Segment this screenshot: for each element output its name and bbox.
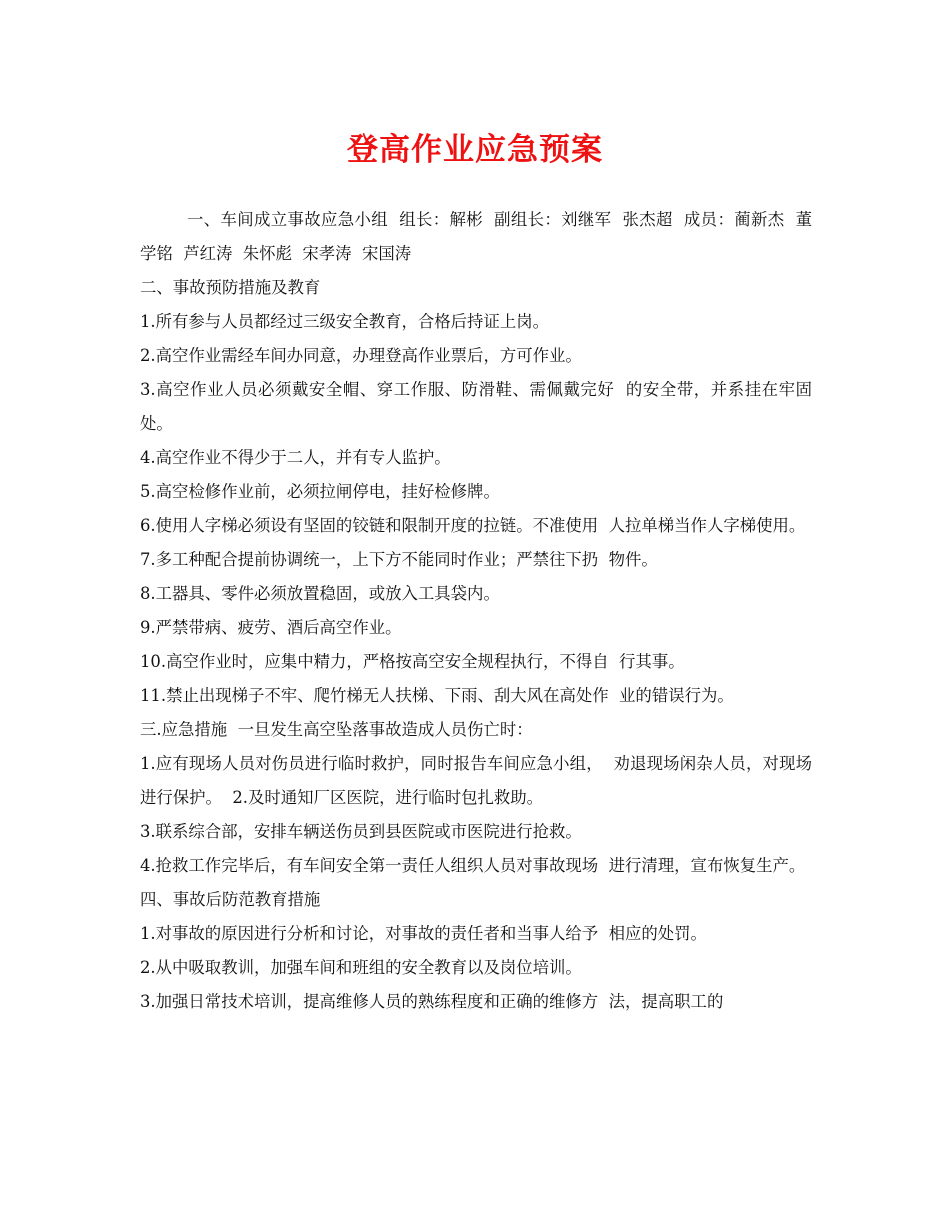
section-heading-post-accident: 四、事故后防范教育措施 [140, 890, 321, 909]
document-title: 登高作业应急预案 [347, 132, 603, 168]
paragraph-item: 11.禁止出现梯子不牢、爬竹梯无人扶梯、下雨、刮大风在高处作 业的错误行为。 [140, 686, 734, 705]
paragraph-item: 1.对事故的原因进行分析和讨论，对事故的责任者和当事人给予 相应的处罚。 [140, 924, 707, 943]
paragraph-item: 2.从中吸取教训，加强车间和班组的安全教育以及岗位培训。 [140, 958, 582, 977]
document-body [140, 203, 812, 1019]
paragraph-emergency-team: 一、车间成立事故应急小组 组长：解彬 副组长：刘继军 张杰超 成员：蔺新杰 董学铭 芦红涛 朱怀彪 宋孝涛 宋国涛 [140, 210, 812, 263]
section-heading-emergency-measures: 三.应急措施 一旦发生高空坠落事故造成人员伤亡时： [140, 720, 533, 739]
paragraph-item: 4.抢救工作完毕后，有车间安全第一责任人组织人员对事故现场 进行清理，宣布恢复生产。 [140, 856, 806, 875]
paragraph-item: 9.严禁带病、疲劳、酒后高空作业。 [140, 618, 402, 637]
paragraph-item: 3.联系综合部，安排车辆送伤员到县医院或市医院进行抢救。 [140, 822, 582, 841]
section-heading-prevention: 二、事故预防措施及教育 [140, 278, 321, 297]
paragraph-item: 3.加强日常技术培训，提高维修人员的熟练程度和正确的维修方 法，提高职工的 [140, 992, 724, 1011]
paragraph-item: 1.应有现场人员对伤员进行临时救护，同时报告车间应急小组， 劝退现场闲杂人员，对现场进行保护。 2.及时通知厂区医院，进行临时包扎救助。 [140, 754, 812, 807]
paragraph-item: 10.高空作业时，应集中精力，严格按高空安全规程执行，不得自 行其事。 [140, 652, 685, 671]
paragraph-item: 2.高空作业需经车间办同意，办理登高作业票后，方可作业。 [140, 346, 582, 365]
paragraph-item: 5.高空检修作业前，必须拉闸停电，挂好检修牌。 [140, 482, 500, 501]
paragraph-item: 8.工器具、零件必须放置稳固，或放入工具袋内。 [140, 584, 500, 603]
paragraph-item: 3.高空作业人员必须戴安全帽、穿工作服、防滑鞋、需佩戴完好 的安全带，并系挂在牢固处。 [140, 380, 812, 433]
paragraph-item: 4.高空作业不得少于二人，并有专人监护。 [140, 448, 451, 467]
paragraph-item: 1.所有参与人员都经过三级安全教育，合格后持证上岗。 [140, 312, 550, 331]
paragraph-item: 7.多工种配合提前协调统一，上下方不能同时作业；严禁往下扔 物件。 [140, 550, 658, 569]
paragraph-item: 6.使用人字梯必须设有坚固的铰链和限制开度的拉链。不准使用 人拉单梯当作人字梯使用。 [140, 516, 806, 535]
